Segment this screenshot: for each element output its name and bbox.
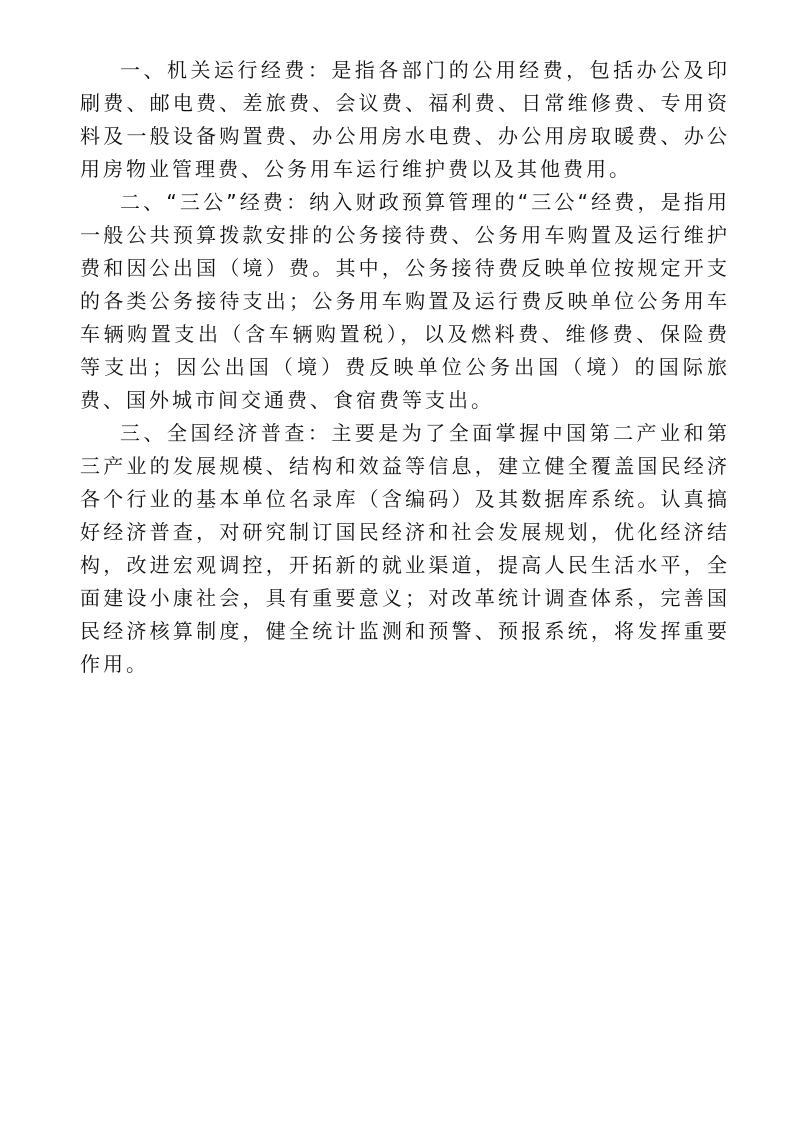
paragraph-operating-expenses: 一、机关运行经费：是指各部门的公用经费，包括办公及印刷费、邮电费、差旅费、会议费、福利费、日常维修费、专用资料及一般设备购置费、办公用房水电费、办公用房取暖费、办公用房物业管理费、公务用车运行维护费以及其他费用。 (80, 58, 730, 181)
document-body (80, 54, 730, 681)
paragraph-economic-census: 三、全国经济普查：主要是为了全面掌握中国第二产业和第三产业的发展规模、结构和效益等信息，建立健全覆盖国民经济各个行业的基本单位名录库（含编码）及其数据库系统。认真搞好经济普查，对研究制订国民经济和社会发展规划，优化经济结构，改进宏观调控，开拓新的就业渠道，提高人民生活水平，全面建设小康社会，具有重要意义；对改革统计调查体系，完善国民经济核算制度，健全统计监测和预警、预报系统，将发挥重要作用。 (80, 421, 730, 676)
paragraph-three-public-expenses: 二、“三公”经费：纳入财政预算管理的“三公“经费，是指用一般公共预算拨款安排的公务接待费、公务用车购置及运行维护费和因公出国（境）费。其中，公务接待费反映单位按规定开支的各类公务接待支出；公务用车购置及运行费反映单位公务用车车辆购置支出（含车辆购置税），以及燃料费、维修费、保险费等支出；因公出国（境）费反映单位公务出国（境）的国际旅费、国外城市间交通费、食宿费等支出。 (80, 190, 730, 412)
